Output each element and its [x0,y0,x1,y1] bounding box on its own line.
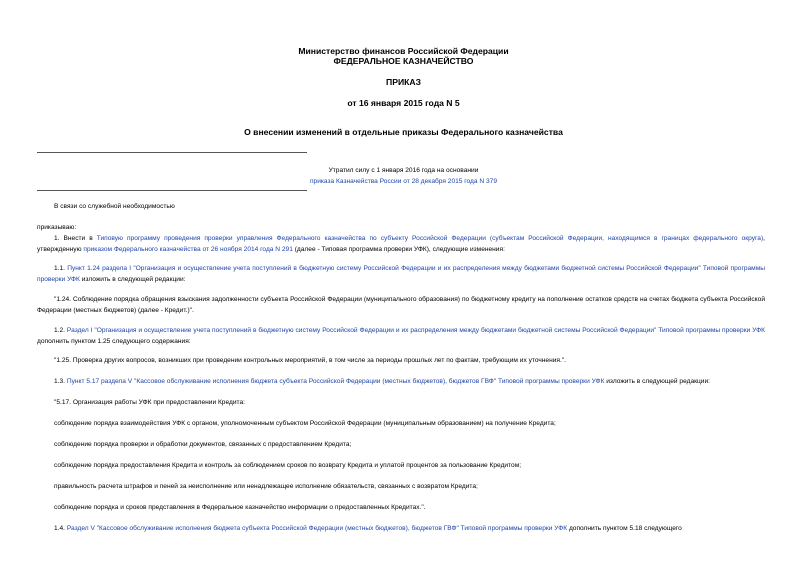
paragraph-reporting: соблюдение порядка и сроков представления в Федеральное казначейство информации о предоставленных Кредитах.". [54,504,426,511]
ministry-heading: Министерство финансов Российской Федерации [298,46,509,56]
typical-program-link[interactable]: Типовую программу проведения проверки управления Федерального казначейства по субъекту Российской Федерации (субъектам Российской Федерации, находящимся в границах федерального округа) [96,235,764,242]
paragraph-1-prefix: 1. Внести в [54,235,97,242]
paragraph-intro: В связи со служебной необходимостью [54,203,175,210]
paragraph-1-suffix: (далее - Типовая программа проверки УФК), следующие изменения: [292,245,505,253]
status-note-link[interactable]: приказа Казначейства России от 28 декабря 2015 года N 379 [309,178,498,185]
doc-title: О внесении изменений в отдельные приказы Федерального казначейства [244,127,563,137]
paragraph-1-4-prefix: 1.4. [54,525,67,532]
paragraph-1-3-suffix: изложить в следующей редакции: [604,378,710,385]
status-note-text: Утратил силу с 1 января 2016 года на основании [328,167,479,174]
agency-heading: ФЕДЕРАЛЬНОЕ КАЗНАЧЕЙСТВО [333,56,474,66]
paragraph-documents: соблюдение порядка проверки и обработки документов, связанных с предоставлением Кредита; [54,441,352,448]
doc-date-heading: от 16 января 2015 года N 5 [347,98,460,108]
paragraph-repayment: соблюдение порядка предоставления Кредита и контроль за соблюдением сроков по возврату Кредита и уплатой процентов за пользование Кредитом; [54,462,522,469]
paragraph-interaction: соблюдение порядка взаимодействия УФК с органом, уполномоченным субъектом Российской Федерации (муниципальным образованием) на получение Кредита; [54,420,556,427]
divider-bottom [37,190,307,191]
paragraph-penalties: правильность расчета штрафов и пеней за неисполнение или ненадлежащее исполнение обязательств, связанных с возвратом Кредита; [54,483,478,490]
doc-type-heading: ПРИКАЗ [386,77,421,87]
section-5-link[interactable]: Раздел V "Кассовое обслуживание исполнения бюджета субъекта Российской Федерации (местных бюджетов), бюджетов ГВФ" Типовой программы проверки УФК [66,525,568,532]
paragraph-1-4-suffix: дополнить пунктом 5.18 следующего [567,525,682,532]
paragraph-1-25-text: "1.25. Проверка других вопросов, возникших при проведении контрольных мероприятий, в том числе за периоды прошлых лет по фактам, требующим их уточнения.". [54,357,566,364]
divider-top [37,152,307,153]
paragraph-1-2 [37,326,765,347]
paragraph-1-3 [37,377,765,388]
paragraph-1-24-text: "1.24. Соблюдение порядка обращения взыскания задолженности субъекта Российской Федерации (муниципального образования) по бюджетному кредиту на пополнение остатков средств на счетах бюджета субъекта Российской Федерации (местных бюджетов) (далее - Кредит.)". [37,296,765,314]
section-1-link[interactable]: Раздел I "Организация и осуществление учета поступлений в бюджетную систему Российской Федерации и их распределения между бюджетами бюджетной системы Российской Федерации" Типовой программы проверки УФК [66,327,765,334]
paragraph-1-2-prefix: 1.2. [54,327,67,334]
paragraph-5-17-text: "5.17. Организация работы УФК при предоставлении Кредита: [54,399,245,406]
paragraph-1-4 [37,524,765,535]
order-291-link[interactable]: приказом Федерального казначейства от 26 ноября 2014 года N 291 [83,245,293,253]
paragraph-1 [37,234,765,255]
paragraph-1-2-suffix: дополнить пунктом 1.25 следующего содержания: [37,337,191,345]
paragraph-1-3-prefix: 1.3. [54,378,67,385]
paragraph-1-1-suffix: изложить в следующей редакции: [79,275,186,283]
paragraph-1-1-prefix: 1.1. [54,265,68,272]
paragraph-1-mid: , утвержденную [37,235,765,253]
clause-5-17-link[interactable]: Пункт 5.17 раздела V "Кассовое обслуживание исполнения бюджета субъекта Российской Федерации (местных бюджетов), бюджетов ГВФ" Типовой программы проверки УФК [66,378,605,385]
paragraph-order: приказываю: [37,224,77,231]
paragraph-1-1 [37,264,765,285]
clause-1-24-link[interactable]: Пункт 1.24 раздела I "Организация и осуществление учета поступлений в бюджетную систему Российской Федерации и их распределения между бюджетами бюджетной системы Российской Федерации" Типовой программы проверки УФК [37,265,765,283]
